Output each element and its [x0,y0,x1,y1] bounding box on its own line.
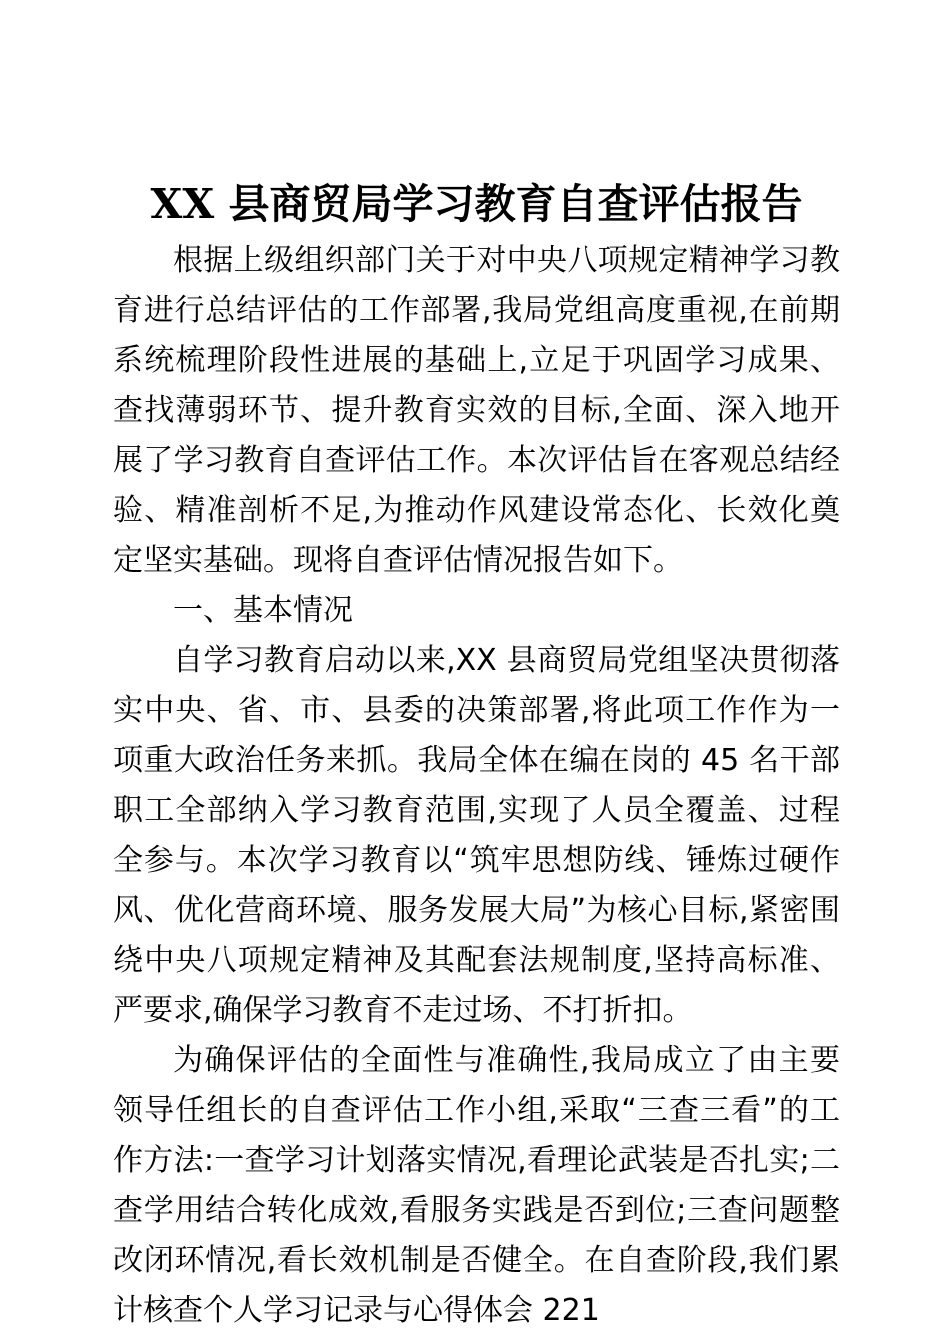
paragraph-assessment-method: 为确保评估的全面性与准确性,我局成立了由主要领导任组长的自查评估工作小组,采取“三查三看”的工作方法:一查学习计划落实情况,看理论武装是否扎实;二查学用结合转化成效,看服务实践是否到位;三查问题整改闭环情况,看长效机制是否健全。在自查阶段,我们累计核查个人学习记录与心得体会 221 [113,1043,840,1328]
document-title: XX 县商贸局学习教育自查评估报告 [150,180,803,228]
paragraph-intro: 根据上级组织部门关于对中央八项规定精神学习教育进行总结评估的工作部署,我局党组高度重视,在前期系统梳理阶段性进展的基础上,立足于巩固学习成果、查找薄弱环节、提升教育实效的目标,全面、深入地开展了学习教育自查评估工作。本次评估旨在客观总结经验、精准剖析不足,为推动作风建设常态化、长效化奠定坚实基础。现将自查评估情况报告如下。 [113,243,840,578]
paragraph-basic-situation: 自学习教育启动以来,XX 县商贸局党组坚决贯彻落实中央、省、市、县委的决策部署,将此项工作作为一项重大政治任务来抓。我局全体在编在岗的 45 名干部职工全部纳入学习教育范围,实现了人员全覆盖、过程全参与。本次学习教育以“筑牢思想防线、锤炼过硬作风、优化营商环境、服务发展大局”为核心目标,紧密围绕中央八项规定精神及其配套法规制度,坚持高标准、严要求,确保学习教育不走过场、不打折扣。 [113,643,840,1028]
section-heading-basic-situation: 一、基本情况 [173,593,353,628]
